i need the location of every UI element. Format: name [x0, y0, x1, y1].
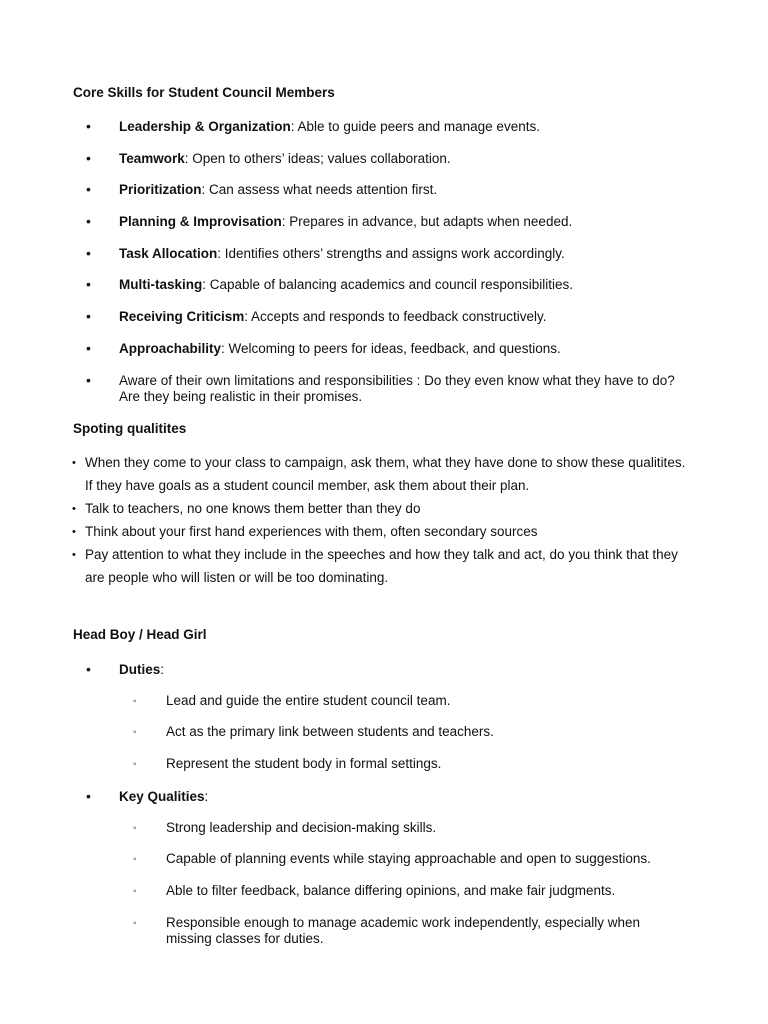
bullet: •: [86, 213, 91, 229]
qualities-suffix: :: [204, 789, 209, 804]
qualities-label: [119, 789, 699, 805]
bullet: •: [72, 457, 76, 469]
bullet: •: [86, 340, 91, 356]
item-term: Multi-tasking: [119, 277, 203, 292]
bullet: •: [86, 181, 91, 197]
list-item: [119, 341, 699, 357]
duty-item: Represent the student body in formal settings.: [166, 756, 442, 771]
item-text: : Able to guide peers and manage events.: [290, 119, 540, 134]
item-term: Leadership & Organization: [119, 119, 291, 134]
circle-bullet: ◦: [133, 696, 137, 707]
list-item: [119, 182, 699, 198]
item-text: : Prepares in advance, but adapts when needed.: [281, 214, 573, 229]
bullet: •: [86, 372, 91, 388]
bullet: •: [72, 503, 76, 515]
circle-bullet: ◦: [133, 886, 137, 897]
section-title-spotting-qualities: Spoting qualitites: [73, 421, 187, 436]
qualities-term: Key Qualities: [119, 789, 205, 804]
item-text: : Welcoming to peers for ideas, feedback, and questions.: [221, 341, 561, 356]
bullet: •: [86, 276, 91, 292]
duties-label: [119, 662, 699, 678]
section-title-head-boy-girl: Head Boy / Head Girl: [73, 627, 207, 642]
duties-suffix: :: [160, 662, 165, 677]
quality-item: Able to filter feedback, balance differing opinions, and make fair judgments.: [166, 883, 616, 898]
list-item: [119, 246, 699, 262]
section-title-core-skills: Core Skills for Student Council Members: [73, 85, 335, 100]
duties-term: Duties: [119, 662, 161, 677]
bullet: •: [86, 661, 91, 677]
list-item: [119, 309, 699, 325]
circle-bullet: ◦: [133, 727, 137, 738]
list-item: [119, 119, 699, 135]
quality-item: Strong leadership and decision-making skills.: [166, 820, 437, 835]
bullet: •: [86, 308, 91, 324]
duty-item: Act as the primary link between students and teachers.: [166, 724, 494, 739]
list-item: When they come to your class to campaign, ask them, what they have done to show these qualitites. If they have goals as a student council member, ask them about their plan.: [85, 455, 686, 493]
circle-bullet: ◦: [133, 918, 137, 929]
item-term: Receiving Criticism: [119, 309, 245, 324]
item-term: Prioritization: [119, 182, 202, 197]
item-term: Task Allocation: [119, 246, 218, 261]
list-item: [119, 277, 699, 293]
list-item: [119, 214, 699, 230]
quality-item: Responsible enough to manage academic work independently, especially when missing classes for duties.: [166, 915, 641, 946]
item-text: : Capable of balancing academics and council responsibilities.: [202, 277, 573, 292]
list-item-limitations: Aware of their own limitations and responsibilities : Do they even know what they have to do? Are they being realistic in their promises.: [119, 373, 675, 404]
item-text: : Accepts and responds to feedback constructively.: [244, 309, 547, 324]
item-text: : Identifies others’ strengths and assigns work accordingly.: [217, 246, 565, 261]
quality-item: Capable of planning events while staying approachable and open to suggestions.: [166, 851, 651, 866]
bullet: •: [86, 245, 91, 261]
circle-bullet: ◦: [133, 854, 137, 865]
item-term: Approachability: [119, 341, 222, 356]
list-item: Talk to teachers, no one knows them better than they do: [85, 501, 421, 516]
bullet: •: [86, 118, 91, 134]
item-term: Teamwork: [119, 151, 185, 166]
circle-bullet: ◦: [133, 823, 137, 834]
bullet: •: [72, 526, 76, 538]
item-text: : Open to others’ ideas; values collaboration.: [184, 151, 451, 166]
item-term: Planning & Improvisation: [119, 214, 282, 229]
bullet: •: [86, 150, 91, 166]
circle-bullet: ◦: [133, 759, 137, 770]
bullet: •: [72, 549, 76, 561]
duty-item: Lead and guide the entire student council team.: [166, 693, 451, 708]
bullet: •: [86, 788, 91, 804]
list-item: Pay attention to what they include in the speeches and how they talk and act, do you think that they are people who will listen or will be too dominating.: [85, 547, 678, 585]
list-item: [119, 151, 699, 167]
item-text: : Can assess what needs attention first.: [201, 182, 438, 197]
list-item: Think about your first hand experiences with them, often secondary sources: [85, 524, 538, 539]
